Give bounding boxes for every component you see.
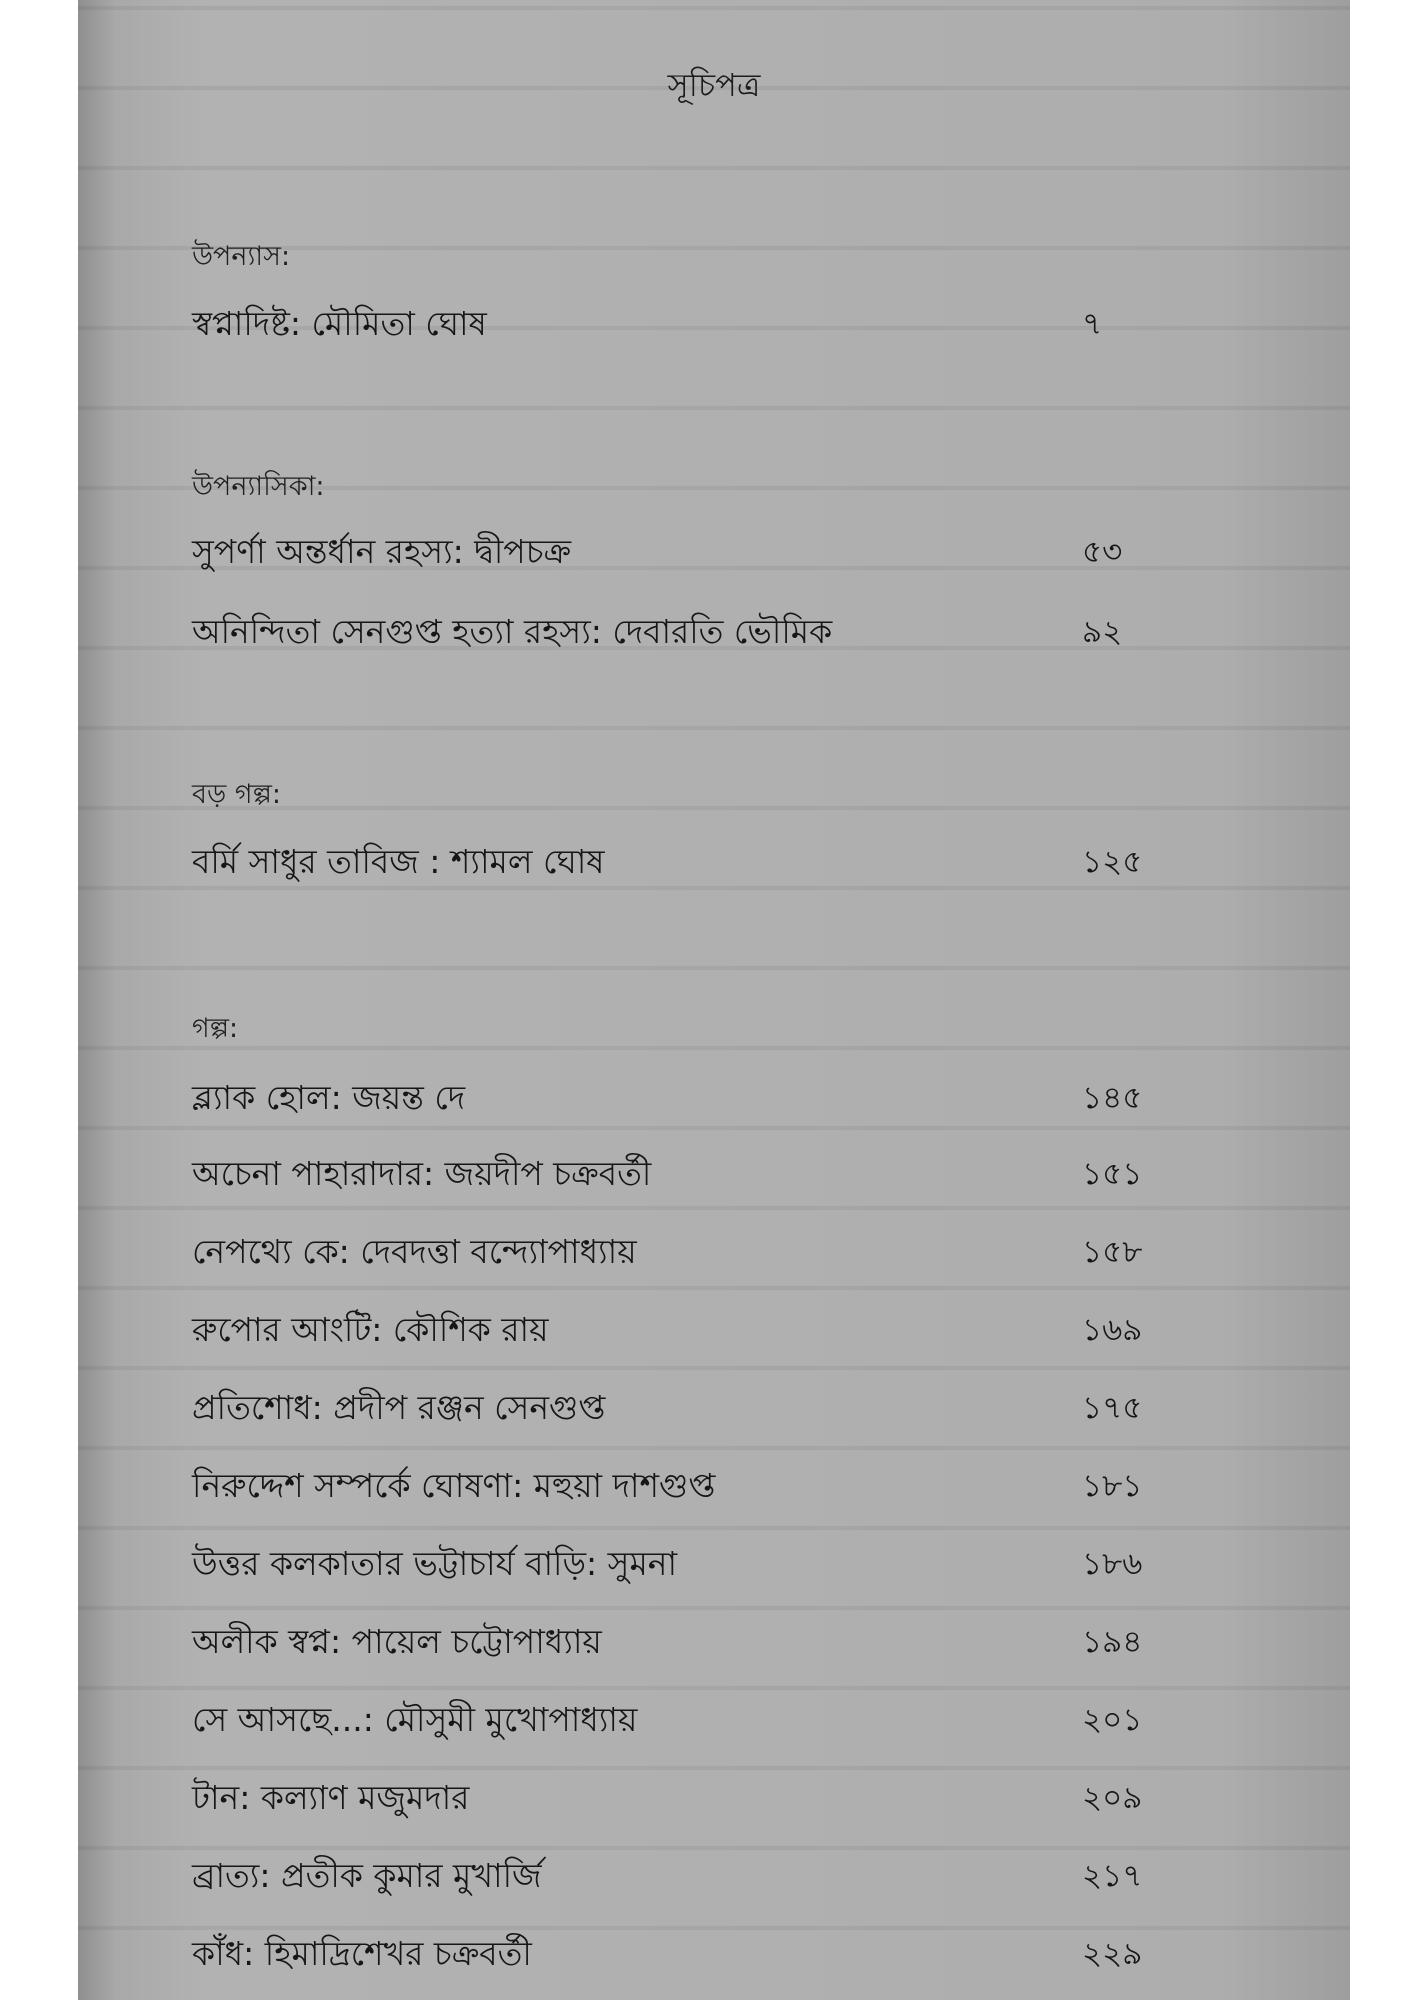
section-heading-long-story: বড় গল্প: (192, 779, 281, 810)
entry-title: স্বপ্নাদিষ্ট: মৌমিতা ঘোষ (192, 304, 487, 343)
entry-page-number: ৯২ (1082, 614, 1123, 650)
entry-page-number: ৫৩ (1082, 534, 1123, 570)
toc-entry (192, 1466, 1152, 1510)
toc-entry (192, 1700, 1152, 1744)
entry-title: বর্মি সাধুর তাবিজ : শ্যামল ঘোষ (192, 842, 605, 881)
toc-entry (192, 1934, 1152, 1978)
entry-page-number: ২০৯ (1082, 1780, 1143, 1816)
entry-title: কাঁধ: হিমাদ্রিশেখর চক্রবর্তী (192, 1934, 532, 1973)
toc-entry (192, 1310, 1152, 1354)
entry-page-number: ১৫১ (1082, 1156, 1143, 1192)
entry-page-number: ১৮৬ (1082, 1546, 1143, 1582)
entry-page-number: ১৪৫ (1082, 1080, 1143, 1116)
toc-entry (192, 1622, 1152, 1666)
toc-entry (192, 1388, 1152, 1432)
toc-entry (192, 1154, 1152, 1198)
entry-page-number: ১৮১ (1082, 1468, 1143, 1504)
entry-page-number: ১৯৪ (1082, 1624, 1143, 1660)
entry-title: অলীক স্বপ্ন: পায়েল চট্টোপাধ্যায় (192, 1622, 602, 1661)
entry-page-number: ৭ (1082, 306, 1103, 342)
toc-entry (192, 304, 1152, 348)
entry-title: অচেনা পাহারাদার: জয়দীপ চক্রবর্তী (192, 1154, 652, 1193)
entry-title: নিরুদ্দেশ সম্পর্কে ঘোষণা: মহুয়া দাশগুপ্ত (192, 1466, 716, 1505)
toc-entry (192, 532, 1152, 576)
entry-page-number: ১৭৫ (1082, 1390, 1143, 1426)
entry-title: নেপথ্যে কে: দেবদত্তা বন্দ্যোপাধ্যায় (192, 1232, 637, 1271)
entry-title: ব্ল্যাক হোল: জয়ন্ত দে (192, 1078, 466, 1117)
entry-title: সে আসছে...: মৌসুমী মুখোপাধ্যায় (192, 1700, 638, 1739)
toc-entry (192, 1778, 1152, 1822)
entry-title: ব্রাত্য: প্রতীক কুমার মুখার্জি (192, 1856, 542, 1895)
entry-title: উত্তর কলকাতার ভট্টাচার্য বাড়ি: সুমনা (192, 1544, 678, 1583)
entry-title: রুপোর আংটি: কৌশিক রায় (192, 1310, 549, 1349)
entry-title: সুপর্ণা অন্তর্ধান রহস্য: দ্বীপচক্র (192, 532, 572, 571)
toc-entry (192, 1856, 1152, 1900)
section-heading-novelette: উপন্যাসিকা: (192, 471, 325, 502)
toc-entry (192, 842, 1152, 886)
entry-title: প্রতিশোধ: প্রদীপ রঞ্জন সেনগুপ্ত (192, 1388, 606, 1427)
entry-title: অনিন্দিতা সেনগুপ্ত হত্যা রহস্য: দেবারতি ভৌমিক (192, 612, 833, 651)
toc-entry (192, 1232, 1152, 1276)
entry-title: টান: কল্যাণ মজুমদার (192, 1778, 470, 1817)
entry-page-number: ২২৯ (1082, 1936, 1143, 1972)
entry-page-number: ১৫৮ (1082, 1234, 1143, 1270)
entry-page-number: ১২৫ (1082, 844, 1143, 880)
toc-entry (192, 1544, 1152, 1588)
section-heading-stories: গল্প: (192, 1013, 239, 1044)
toc-entry (192, 612, 1152, 656)
entry-page-number: ১৬৯ (1082, 1312, 1143, 1348)
toc-entry (192, 1078, 1152, 1122)
entry-page-number: ২১৭ (1082, 1858, 1143, 1894)
page-title: সূচিপত্র (667, 66, 761, 104)
section-heading-novel: উপন্যাস: (192, 241, 291, 272)
book-page (78, 0, 1350, 2000)
entry-page-number: ২০১ (1082, 1702, 1143, 1738)
